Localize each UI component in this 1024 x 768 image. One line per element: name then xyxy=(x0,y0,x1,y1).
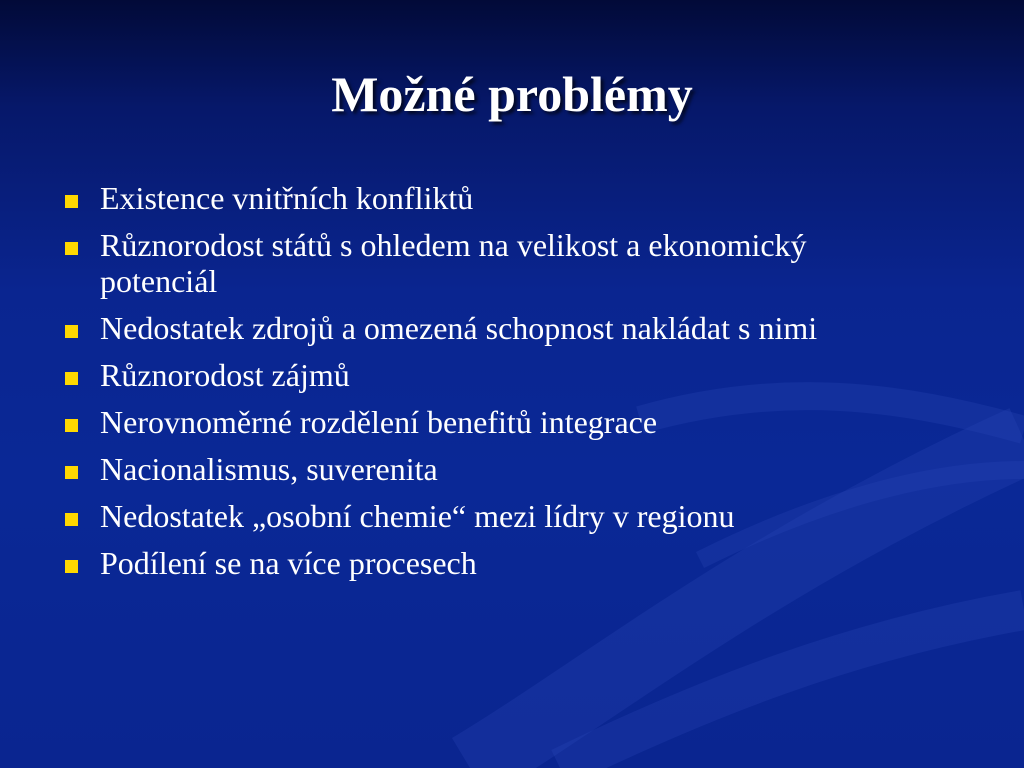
bullet-text: Různorodost zájmů xyxy=(100,357,350,393)
bullet-item xyxy=(62,451,892,487)
bullet-text: Nacionalismus, suverenita xyxy=(100,451,438,487)
bullet-list xyxy=(62,180,892,592)
bullet-text: Nedostatek „osobní chemie“ mezi lídry v regionu xyxy=(100,498,735,534)
square-bullet-icon xyxy=(65,195,78,208)
square-bullet-icon xyxy=(65,560,78,573)
square-bullet-icon xyxy=(65,325,78,338)
bullet-text: Nedostatek zdrojů a omezená schopnost nakládat s nimi xyxy=(100,310,818,346)
square-bullet-icon xyxy=(65,419,78,432)
bullet-item xyxy=(62,227,892,299)
bullet-item xyxy=(62,180,892,216)
square-bullet-icon xyxy=(65,513,78,526)
slide-title: Možné problémy xyxy=(331,66,693,122)
bullet-text: Podílení se na více procesech xyxy=(100,545,477,581)
bullet-item xyxy=(62,310,892,346)
bullet-item xyxy=(62,545,892,581)
bullet-text: Existence vnitřních konfliktů xyxy=(100,180,474,216)
bullet-item xyxy=(62,357,892,393)
bullet-item xyxy=(62,404,892,440)
square-bullet-icon xyxy=(65,466,78,479)
bullet-text: Nerovnoměrné rozdělení benefitů integrace xyxy=(100,404,658,440)
square-bullet-icon xyxy=(65,242,78,255)
bullet-text: Různorodost států s ohledem na velikost a ekonomický potenciál xyxy=(100,227,807,299)
square-bullet-icon xyxy=(65,372,78,385)
bullet-item xyxy=(62,498,892,534)
